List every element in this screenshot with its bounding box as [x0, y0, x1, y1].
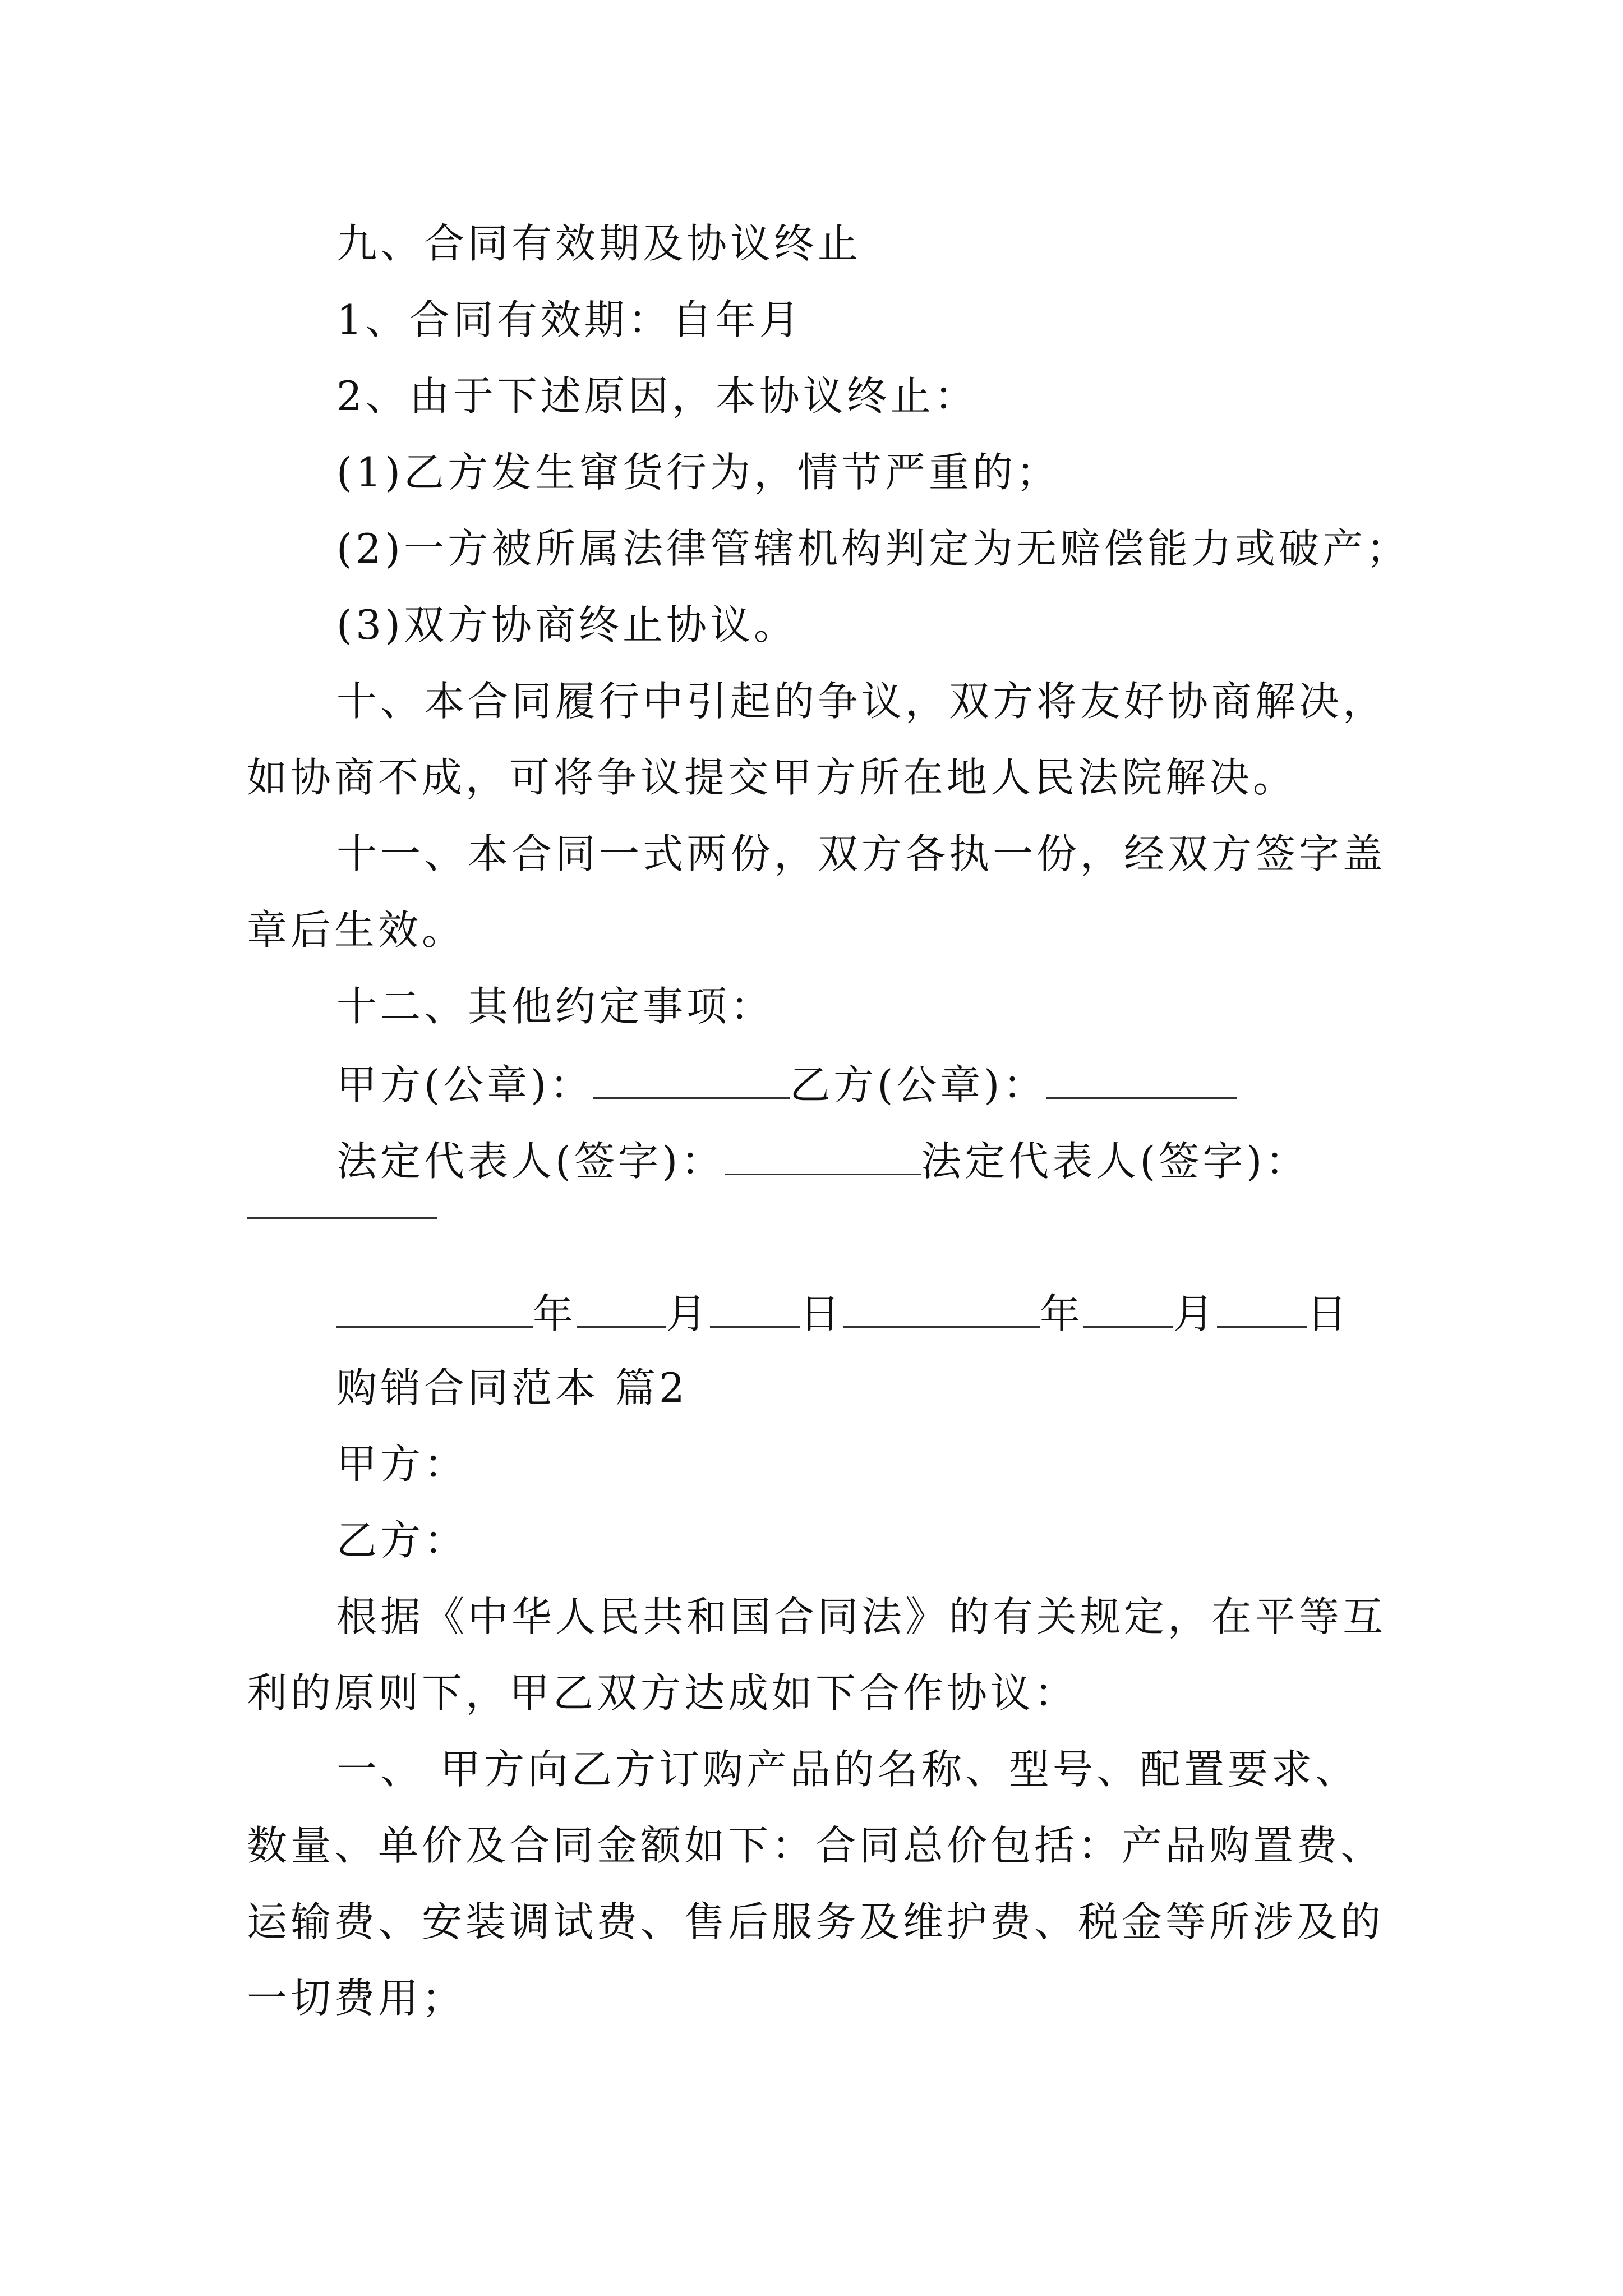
day-a-blank	[710, 1291, 800, 1328]
rep-b-blank	[247, 1217, 437, 1219]
clause-10-line-2: 如协商不成，可将争议提交甲方所在地人民法院解决。	[247, 754, 1297, 801]
clause-1-line-1: 一、 甲方向乙方订购产品的名称、型号、配置要求、	[336, 1746, 1359, 1793]
rep-b-label: 法定代表人(签字)：	[921, 1138, 1310, 1185]
intro-line-2: 利的原则下，甲乙双方达成如下合作协议：	[247, 1669, 1078, 1717]
year-a-label: 年	[533, 1290, 577, 1337]
clause-11-line-2: 章后生效。	[247, 907, 466, 954]
clause-9-item-2: 2、由于下述原因，本协议终止：	[336, 372, 978, 420]
month-a-blank	[577, 1291, 666, 1328]
party-b-seal-blank	[1046, 1062, 1237, 1099]
day-b-label: 日	[1307, 1290, 1351, 1337]
clause-9-sub-1: (1)乙方发生窜货行为，情节严重的；	[336, 449, 1060, 496]
clause-11-line-1: 十一、本合同一式两份，双方各执一份，经双方签字盖	[336, 830, 1387, 877]
clause-9-sub-2: (2)一方被所属法律管辖机构判定为无赔偿能力或破产；	[336, 525, 1410, 572]
seal-line	[336, 1061, 1237, 1108]
clause-1-line-2: 数量、单价及合同金额如下：合同总价包括：产品购置费、	[247, 1822, 1385, 1869]
representative-line	[336, 1138, 1310, 1185]
clause-1-line-4: 一切费用；	[247, 1975, 466, 2022]
month-b-label: 月	[1173, 1290, 1218, 1337]
clause-10-line-1: 十、本合同履行中引起的争议，双方将友好协商解决，	[336, 678, 1387, 725]
party-a-seal-label: 甲方(公章)：	[336, 1061, 594, 1108]
intro-line-1: 根据《中华人民共和国合同法》的有关规定，在平等互	[336, 1593, 1387, 1640]
clause-12-heading: 十二、其他约定事项：	[336, 983, 774, 1030]
year-b-label: 年	[1040, 1290, 1084, 1337]
rep-a-label: 法定代表人(签字)：	[336, 1138, 725, 1185]
section-2-party-b: 乙方：	[336, 1517, 468, 1564]
day-a-label: 日	[800, 1290, 844, 1337]
month-a-label: 月	[666, 1290, 711, 1337]
day-b-blank	[1217, 1291, 1307, 1328]
section-2-heading: 购销合同范本 篇2	[336, 1364, 688, 1411]
month-b-blank	[1083, 1291, 1173, 1328]
party-a-seal-blank	[593, 1062, 790, 1099]
date-line	[336, 1290, 1351, 1337]
clause-9-heading: 九、合同有效期及协议终止	[336, 220, 862, 267]
section-2-party-a: 甲方：	[336, 1441, 468, 1488]
clause-1-line-3: 运输费、安装调试费、售后服务及维护费、税金等所涉及的	[247, 1898, 1385, 1945]
year-b-blank	[843, 1291, 1040, 1328]
year-a-blank	[336, 1291, 533, 1328]
party-b-seal-label: 乙方(公章)：	[790, 1061, 1047, 1108]
clause-9-sub-3: (3)双方协商终止协议。	[336, 601, 797, 648]
clause-9-item-1: 1、合同有效期：自年月	[336, 296, 803, 343]
rep-a-blank	[725, 1139, 921, 1175]
